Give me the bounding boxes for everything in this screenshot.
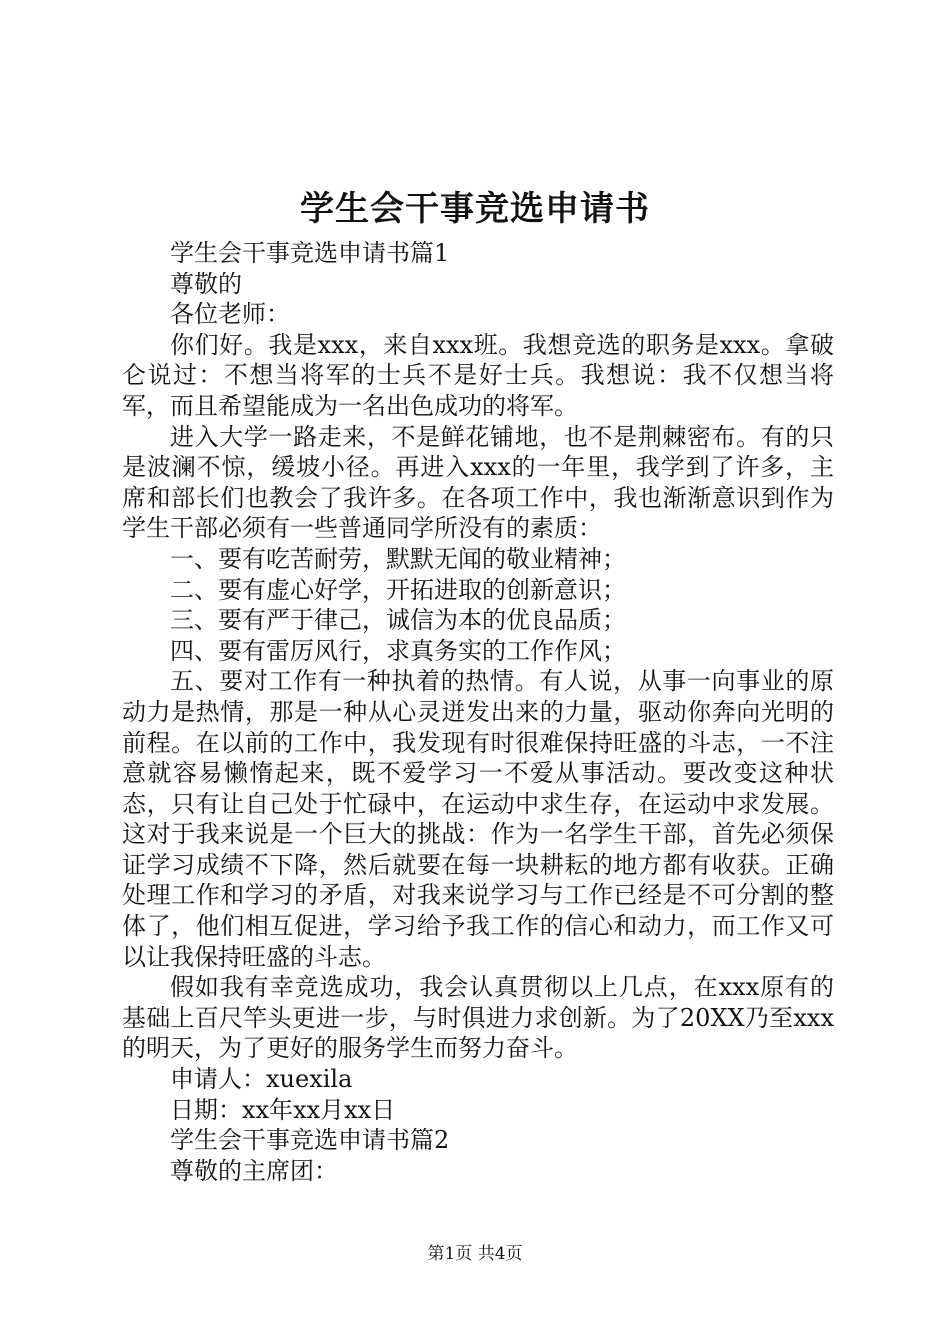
paragraph-salutation: 尊敬的 bbox=[170, 269, 242, 298]
document-body bbox=[122, 238, 834, 1186]
page-footer: 第1页 共4页 bbox=[427, 1244, 523, 1264]
paragraph-point-4: 四、要有雷厉风行，求真务实的工作作风； bbox=[170, 636, 626, 665]
paragraph-intro: 你们好。我是xxx，来自xxx班。我想竞选的职务是xxx。拿破仑说过：不想当将军的士兵不是好士兵。我想说：我不仅想当将军，而且希望能成为一名出色成功的将军。 bbox=[122, 330, 834, 420]
paragraph-point-1: 一、要有吃苦耐劳，默默无闻的敬业精神； bbox=[170, 544, 626, 573]
paragraph-date: 日期：xx年xx月xx日 bbox=[170, 1095, 396, 1124]
paragraph-experience: 进入大学一路走来，不是鲜花铺地，也不是荆棘密布。有的只是波澜不惊，缓坡小径。再进入xxx的一年里，我学到了许多，主席和部长们也教会了我许多。在各项工作中，我也渐渐意识到作为学生干部必须有一些普通同学所没有的素质： bbox=[122, 422, 834, 543]
paragraph-salutation-2: 尊敬的主席团： bbox=[170, 1156, 338, 1185]
paragraph-point-3: 三、要有严于律己，诚信为本的优良品质； bbox=[170, 606, 626, 635]
paragraph-point-5: 五、要对工作有一种执着的热情。有人说，从事一向事业的原动力是热情，那是一种从心灵迸发出来的力量，驱动你奔向光明的前程。在以前的工作中，我发现有时很难保持旺盛的斗志，一不注意就容易懒惰起来，既不爱学习一不爱从事活动。要改变这种状态，只有让自己处于忙碌中，在运动中求生存，在运动中求发展。这对于我来说是一个巨大的挑战：作为一名学生干部，首先必须保证学习成绩不下降，然后就要在每一块耕耘的地方都有收获。正确处理工作和学习的矛盾，对我来说学习与工作已经是不可分割的整体了，他们相互促进，学习给予我工作的信心和动力，而工作又可以让我保持旺盛的斗志。 bbox=[122, 667, 834, 971]
paragraph-section-heading-2: 学生会干事竞选申请书篇2 bbox=[170, 1126, 450, 1155]
paragraph-commitment: 假如我有幸竞选成功，我会认真贯彻以上几点，在xxx原有的基础上百尺竿头更进一步，与时俱进力求创新。为了20XX乃至xxx的明天，为了更好的服务学生而努力奋斗。 bbox=[122, 973, 834, 1063]
paragraph-applicant: 申请人：xuexila bbox=[170, 1065, 353, 1094]
paragraph-addressee: 各位老师： bbox=[170, 300, 290, 329]
document-title: 学生会干事竞选申请书 bbox=[300, 189, 650, 229]
paragraph-section-heading-1: 学生会干事竞选申请书篇1 bbox=[170, 239, 450, 267]
paragraph-point-2: 二、要有虚心好学，开拓进取的创新意识； bbox=[170, 575, 626, 604]
